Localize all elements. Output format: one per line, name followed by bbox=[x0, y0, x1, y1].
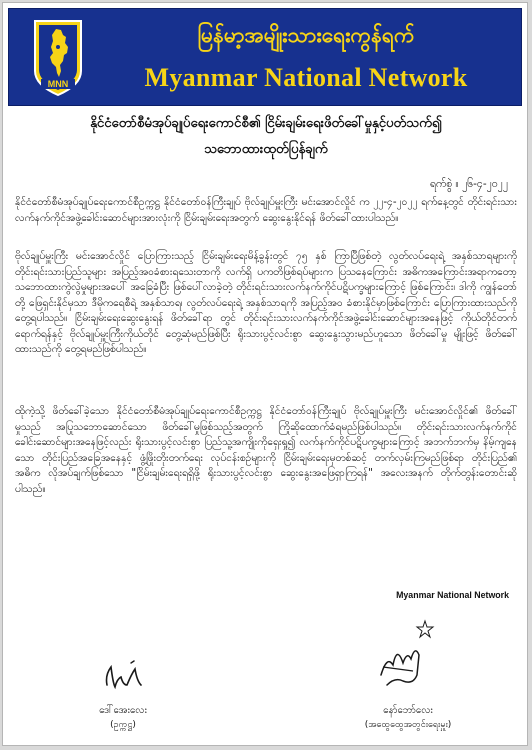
signatory-1-name: ဒေါ်အေးလေး bbox=[99, 705, 147, 716]
paragraph-2: ဗိုလ်ချုပ်မှူးကြီး မင်းအောင်လှိုင် ပြောကြားသည့် ငြိမ်းချမ်းရေးမိန့်ခွန်းတွင် ၇၅ နှစ် ကြာပြီဖြစ်တဲ့ လွတ်လပ်ရေးရဲ့ အနှစ်သာရများကို တိုင်းရင်းသားပြည်သူများ အပြည့်အဝခံစားရသေးတာကို လက်ရှိ ပကတိဖြစ်ရပ်များက ပြသနေကြောင်း အဓိကအကြောင်းအရာကတော့ သဘောထားကွဲလွဲမှုများအပေါ် အခြေခံပြီး ဖြစ်ပေါ်လာခဲ့တဲ့ တိုင်းရင်းသားလက်နက်ကိုင်ပဋိပက္ခများကြောင့် ဖြစ်ကြောင်း၊ ဒါကို ကျွန်တော်တို့ ဖြေရှင်းနိုင်မှသာ ဒီမိုကရေစီရဲ့ အနှစ်သာရ၊ လွတ်လပ်ရေးရဲ့ အနှစ်သာရကို အပြည့်အဝ ခံစားနိုင်မှာဖြစ်ကြောင်း ပြောကြားထားသည်ကို တွေ့ရပါသည်။ ငြိမ်းချမ်းရေးဆွေးနွေးရန် ဖိတ်ခေါ်ရာ တွင် တိုင်းရင်းသားလက်နက်ကိုင်အဖွဲ့ခေါင်းဆောင်များအနေဖြင့် ကိုယ်တိုင်တက်ရောက်ရန်နှင့် ဗိုလ်ချုပ်မှူးကြီးကိုယ်တိုင် တွေ့ဆုံမည်ဖြစ်ပြီး ရိုးသားပွင့်လင်းစွာ ဆွေးနွေးသွားမည်ဟူသော ဖိတ်ခေါ်မှု မျိုးဖြင့် ဖိတ်ခေါ်ထားသည်ကို တွေ့ရမည်ဖြစ်ပါသည်။ bbox=[15, 250, 517, 355]
signature-left-icon bbox=[101, 655, 149, 697]
signatory-2-name: နော်ဘော်လေး bbox=[383, 705, 433, 716]
statement-title-line1: နိုင်ငံတော်စီမံအုပ်ချုပ်ရေးကောင်စီ၏ ငြိမ်းချမ်းရေးဖိတ်ခေါ်မှုနှင့်ပတ်သက်၍ bbox=[90, 116, 442, 131]
paragraph-1: နိုင်ငံတော်စီမံအုပ်ချုပ်ရေးကောင်စီဥက္ကဋ္ဌ နိုင်ငံတော်ဝန်ကြီးချုပ် ဗိုလ်ချုပ်မှူးကြီး မင်းအောင်လှိုင် က ၂၂-၄-၂၀၂၂ ရက်နေ့တွင် တိုင်းရင်းသားလက်နက်ကိုင်အဖွဲ့ခေါင်းဆောင်များအားလုံးကို ငြိမ်းချမ်းရေးအတွက် ဆွေးနွေးနိုင်ရန် ဖိတ်ခေါ်ထားပါသည်။ bbox=[15, 196, 517, 224]
signatory-2-role: (အထွေထွေအတွင်းရေးမှူး) bbox=[364, 720, 452, 730]
paragraph-3: ထိုကဲ့သို့ ဖိတ်ခေါ်ခဲ့သော နိုင်ငံတော်စီမံအုပ်ချုပ်ရေးကောင်စီဥက္ကဋ္ဌ နိုင်ငံတော်ဝန်ကြီးချုပ် ဗိုလ်ချုပ်မှူးကြီး မင်းအောင်လှိုင်၏ ဖိတ်ခေါ်မှုသည် အပြုသဘောဆောင်သော ဖိတ်ခေါ်မှုဖြစ်သည့်အတွက် ကြိုဆိုထောက်ခံရမည်ဖြစ်ပါသည်။ တိုင်းရင်းသားလက်နက်ကိုင် ခေါင်းဆောင်များအနေဖြင့်လည်း ရိုးသားပွင့်လင်းစွာ ပြည်သူ့အကျိုးကိုရှေးရှု၍ လက်နက်ကိုင်ပဋိပက္ခများကြောင့် အဘက်ဘက်မှ နိမ့်ကျနေသော တိုင်းပြည်အခြေအနေနှင့် ဖွံ့ဖြိုးတိုးတက်ရေး လုပ်ငန်းစဉ်များကို ငြိမ်းချမ်းရေးမှတစ်ဆင့် တက်လှမ်းကြမည်ဖြစ်ရာ တိုင်းပြည်၏ အဓိက လိုအပ်ချက်ဖြစ်သော "ငြိမ်းချမ်းရေးရရှိဖို့ ရိုးသားပွင့်လင်းစွာ ဆွေးနွေးအဖြေရှာကြရန်" အလေးအနက် တိုက်တွန်းတောင်းဆိုပါသည်။ bbox=[15, 405, 517, 495]
signoff-organization: Myanmar National Network bbox=[396, 590, 509, 600]
org-name-english: Myanmar National Network bbox=[144, 63, 468, 92]
svg-text:MNN: MNN bbox=[47, 79, 69, 89]
statement-document bbox=[2, 2, 528, 746]
statement-title-line2: သဘောထားထုတ်ပြန်ချက် bbox=[204, 142, 328, 157]
org-name-myanmar: မြန်မာ့အမျိုးသားရေးကွန်ရက် bbox=[197, 23, 415, 47]
mnn-logo-icon bbox=[29, 17, 87, 99]
header-banner bbox=[8, 8, 522, 106]
signature-right-icon bbox=[373, 615, 443, 697]
statement-date: ရက်စွဲ ။ ၂၆-၄-၂၀၂၂ bbox=[430, 178, 508, 190]
signatory-1-role: (ဥက္ကဋ္ဌ) bbox=[110, 720, 136, 730]
